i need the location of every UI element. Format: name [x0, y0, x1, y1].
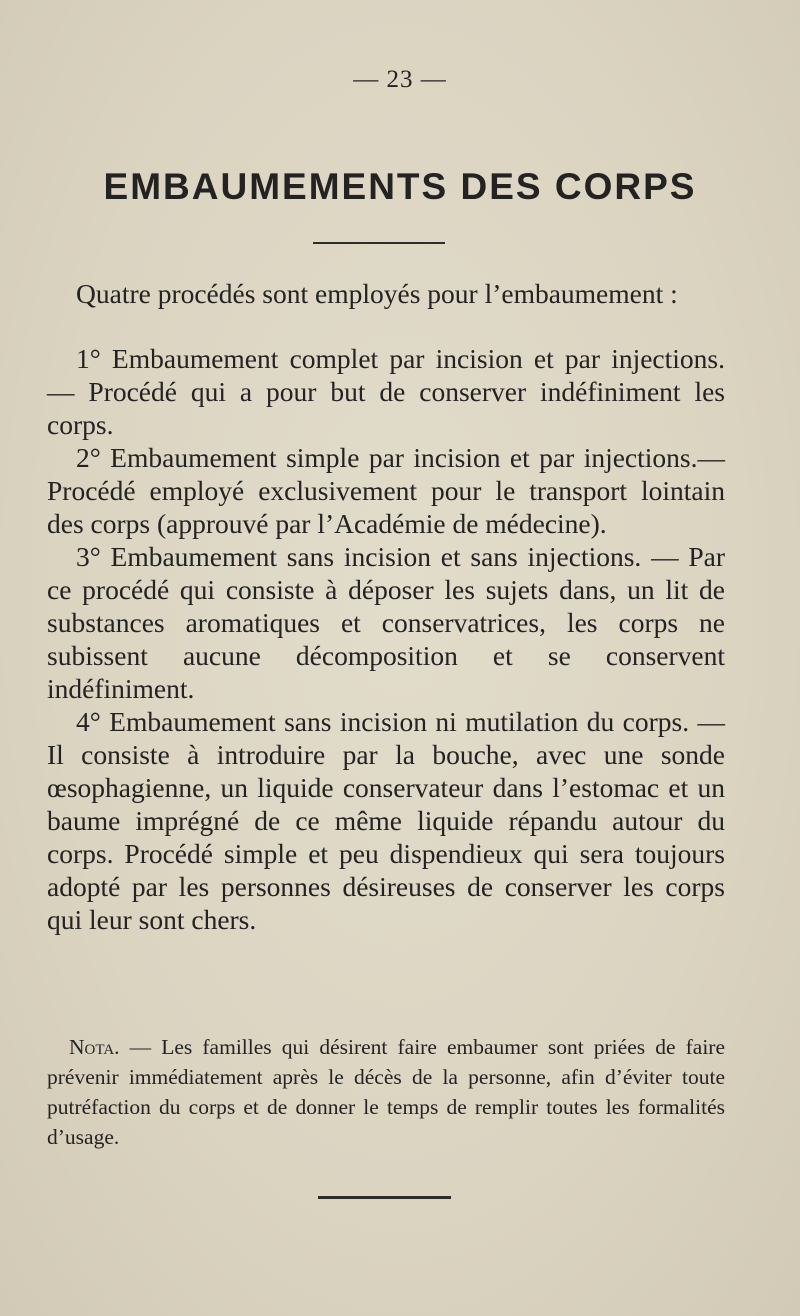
intro-paragraph: Quatre procédés sont employés pour l’embaumement :	[76, 278, 678, 309]
procedure-paragraph-2: 2° Embaumement simple par incision et par injections.— Procédé employé exclusivement pour le transport lointain des corps (approuvé par l’Académie de médecine).	[47, 442, 725, 539]
procedure-paragraph-1: 1° Embaumement complet par incision et par injections. — Procédé qui a pour but de conserver indéfiniment les corps.	[47, 343, 725, 440]
page-number: — 23 —	[353, 66, 447, 93]
procedure-paragraph-4: 4° Embaumement sans incision ni mutilation du corps. — Il consiste à introduire par la bouche, avec une sonde œsophagienne, un liquide conservateur dans l’estomac et un baume imprégné de ce même liquide répandu autour du corps. Procédé simple et peu dispendieux qui sera toujours adopté par les personnes désireuses de conserver les corps qui leur sont chers.	[47, 706, 725, 935]
footnote	[47, 1032, 725, 1152]
note-text: — Les familles qui désirent faire embaumer sont priées de faire prévenir immédiatement après le décès de la personne, afin d’éviter toute putréfaction du corps et de donner le temps de remplir toutes les formalités d’usage.	[47, 1035, 725, 1149]
title-divider	[313, 242, 445, 244]
procedure-paragraph-3: 3° Embaumement sans incision et sans injections. — Par ce procédé qui consiste à déposer les sujets dans, un lit de substances aromatiques et conservatrices, les corps ne subissent aucune décomposition et se conservent indéfiniment.	[47, 541, 725, 704]
note-label: Nota.	[69, 1035, 120, 1059]
page-title: EMBAUMEMENTS DES CORPS	[103, 166, 697, 207]
body-text	[47, 277, 725, 936]
closing-divider	[318, 1196, 451, 1199]
